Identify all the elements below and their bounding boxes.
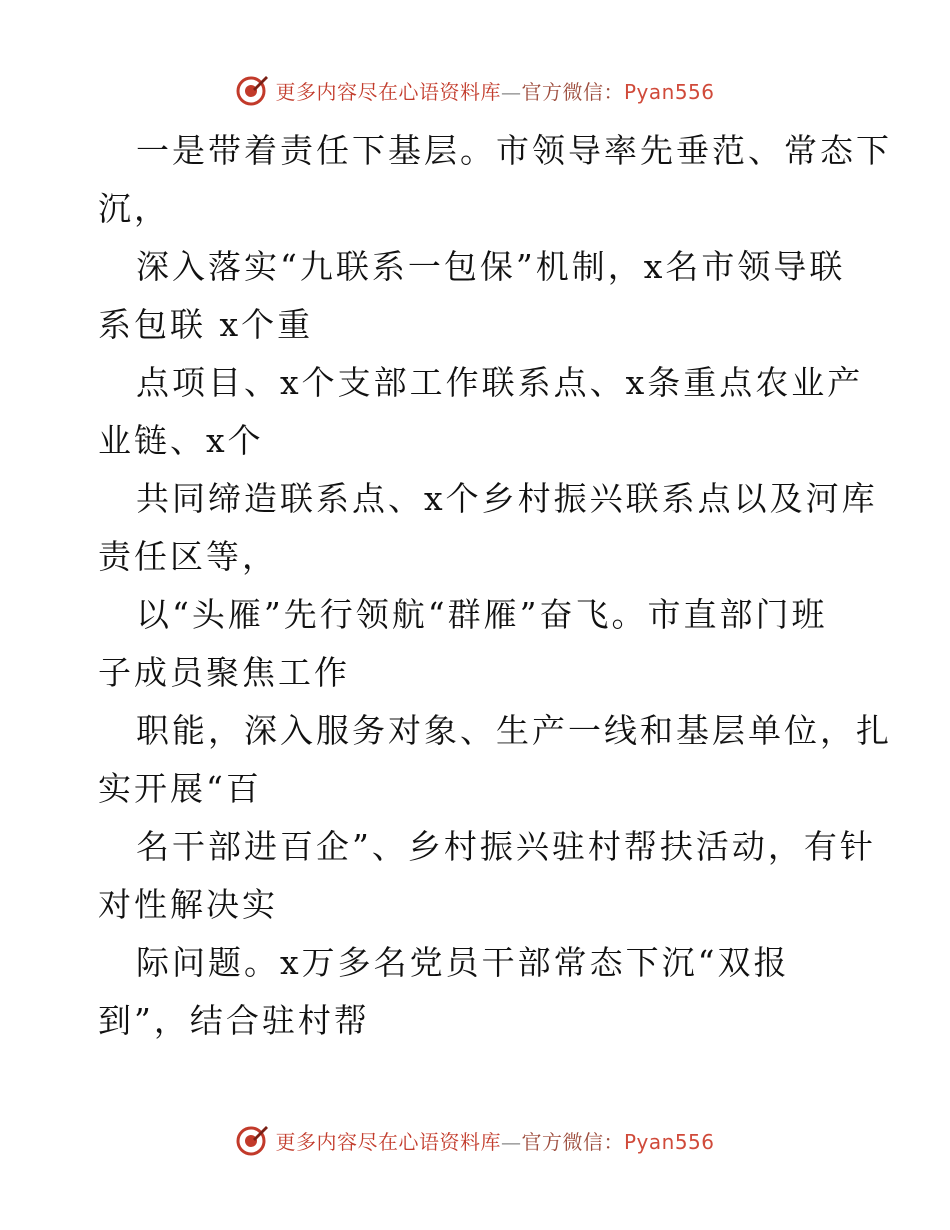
watermark-dash: — bbox=[500, 1129, 522, 1154]
text-line: 以“头雁”先行领航“群雁”奋飞。市直部门班 bbox=[136, 595, 828, 634]
text-line: 责任区等， bbox=[98, 537, 278, 576]
text-line: 实开展“百 bbox=[98, 769, 262, 808]
text-line: 系包联 x个重 bbox=[98, 305, 314, 344]
watermark-id: Pyan556 bbox=[623, 79, 715, 104]
watermark-sub: 官方微信： bbox=[521, 79, 624, 104]
text-line: 对性解决实 bbox=[98, 885, 278, 924]
pen-logo-icon bbox=[235, 73, 269, 107]
text-line: 共同缔造联系点、x个乡村振兴联系点以及河库 bbox=[136, 479, 878, 518]
text-line: 业链、x个 bbox=[98, 421, 264, 460]
text-line: 子成员聚焦工作 bbox=[98, 653, 350, 692]
watermark-main: 更多内容尽在心语资料库 bbox=[275, 79, 501, 104]
watermark-dash: — bbox=[500, 79, 522, 104]
text-line: 名干部进百企”、乡村振兴驻村帮扶活动，有针 bbox=[136, 827, 876, 866]
text-line: 一是带着责任下基层。市领导率先垂范、常态下 bbox=[136, 131, 892, 170]
watermark-main: 更多内容尽在心语资料库 bbox=[275, 1129, 501, 1154]
watermark-text bbox=[275, 76, 714, 105]
footer-watermark bbox=[0, 1120, 950, 1160]
text-line: 际问题。x万多名党员干部常态下沉“双报 bbox=[136, 943, 790, 982]
text-line: 深入落实“九联系一包保”机制，x名市领导联 bbox=[136, 247, 846, 286]
document-body bbox=[98, 122, 892, 1050]
watermark-id: Pyan556 bbox=[623, 1129, 715, 1154]
text-line: 点项目、x个支部工作联系点、x条重点农业产 bbox=[136, 363, 864, 402]
text-line: 到”，结合驻村帮 bbox=[98, 1001, 370, 1040]
watermark-text bbox=[275, 1126, 714, 1155]
header-watermark bbox=[0, 70, 950, 110]
watermark-sub: 官方微信： bbox=[521, 1129, 624, 1154]
text-line: 职能，深入服务对象、生产一线和基层单位，扎 bbox=[136, 711, 892, 750]
pen-logo-icon bbox=[235, 1123, 269, 1157]
text-line: 沉， bbox=[98, 189, 170, 228]
